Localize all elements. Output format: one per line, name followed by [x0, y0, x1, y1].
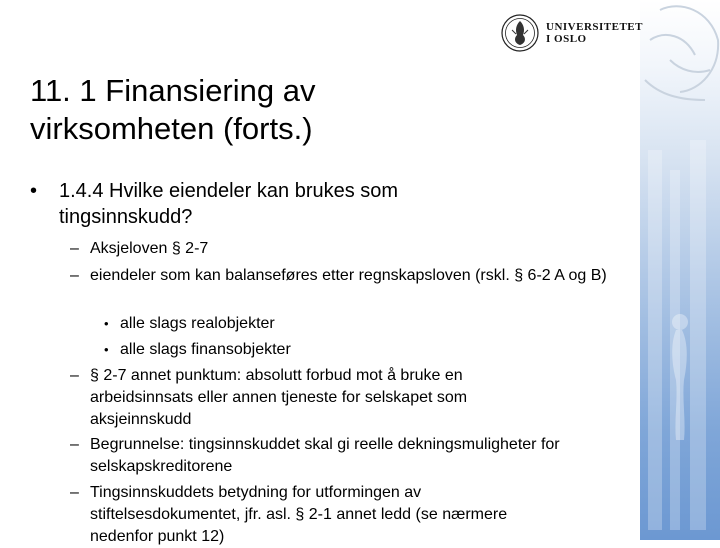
sub-sub-item-text: alle slags realobjekter: [120, 315, 275, 332]
dash-marker: –: [70, 267, 79, 284]
dash-marker: –: [70, 240, 79, 257]
slide-title: 11. 1 Finansiering av virksomheten (forts.): [30, 73, 316, 146]
university-name: [546, 21, 643, 45]
sculpture-illustration: [640, 0, 720, 540]
bullet-text: 1.4.4 Hvilke eiendeler kan brukes som tingsinnskudd?: [59, 180, 399, 228]
dash-marker: –: [70, 484, 79, 501]
university-logo: [500, 12, 643, 54]
sub-sub-item-text: alle slags finansobjekter: [120, 341, 291, 358]
university-name-line1: UNIVERSITETET: [546, 21, 643, 33]
dash-marker: –: [70, 367, 79, 384]
dash-marker: –: [70, 436, 79, 453]
sub-item-text: Begrunnelse: tingsinnskuddet skal gi reelle dekningsmuligheter for selskapskreditorene: [90, 436, 560, 475]
bullet-marker: •: [30, 180, 38, 202]
university-seal-icon: [500, 12, 540, 54]
sub-item-text: eiendeler som kan balanseføres etter regnskapsloven (rskl. § 6-2 A og B): [90, 267, 607, 284]
small-bullet-marker: •: [104, 316, 109, 331]
sub-item-text: Tingsinnskuddets betydning for utformingen av stiftelsesdokumentet, jfr. asl. § 2-1 annet ledd (se nærmere nedenfor punkt 12): [90, 484, 508, 545]
university-name-line2: I OSLO: [546, 33, 587, 45]
small-bullet-marker: •: [104, 342, 109, 357]
sub-item-text: Aksjeloven § 2-7: [90, 240, 209, 257]
decorative-side-panel: [640, 0, 720, 540]
sub-item-text: § 2-7 annet punktum: absolutt forbud mot å bruke en arbeidsinnsats eller annen tjeneste for selskapet som aksjeinnskudd: [90, 367, 468, 428]
